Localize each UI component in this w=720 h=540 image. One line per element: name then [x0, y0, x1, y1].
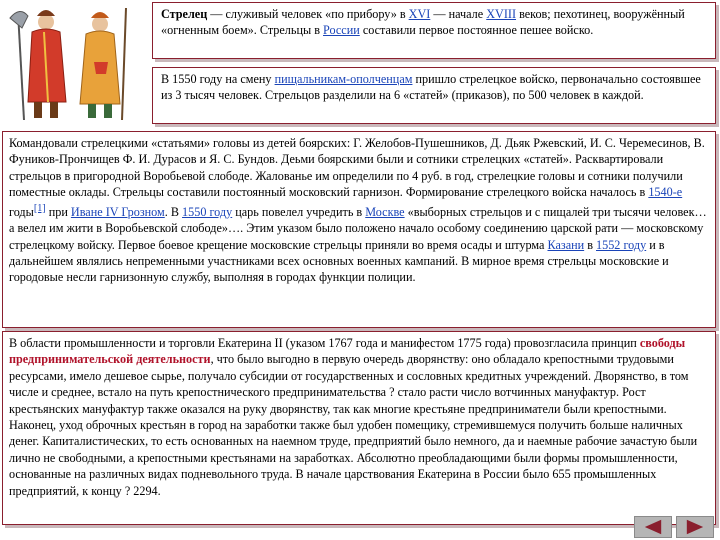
text-fragment: годы [9, 204, 34, 219]
text-fragment: веков; пехотинец, вооружённый «огненным боем». Стрельцы в [161, 7, 685, 38]
catherine-economy-box [2, 331, 716, 525]
text-fragment: составили первое постоянное пешее войско. [359, 23, 594, 38]
link-1550[interactable]: 1550 году [182, 204, 233, 219]
command-history-text [9, 135, 709, 286]
link-xviii-century[interactable]: XVIII [486, 7, 517, 21]
founding-box [152, 67, 716, 124]
prev-slide-button[interactable] [634, 516, 672, 538]
link-kazan[interactable]: Казани [547, 237, 585, 252]
link-pishchalniki-militia[interactable]: пищальникам-ополченцам [274, 72, 413, 86]
streltsy-illustration [4, 2, 144, 123]
text-fragment: Командовали стрелецкими «статьями» головы из детей боярских: Г. Желобов-Пушешников, Д. Дьяк Ржевский, И. С. Черемесинов, В. Фуников-Прончищев Ф. И. Дурасов и Я. С. Бундов. Деьми боярскими были и сотники стрелецких «статей». Расквартировали стрельцов в пригородной Воробьевой слободе. Жалованье им определили по 4 руб. в год, стрелецкие головы и сотники получили поместные оклады. Стрельцы составили постоянный московский гарнизон. Формирование стрелецкого войска началось в [9, 136, 705, 200]
text-fragment: и в дальнейшем являлись непременными участниками всех основных военных кампаний. В мирное время стрельцы московские и городовые несли гарнизонную службу, выполняя в городах функции полиции. [9, 237, 669, 285]
text-fragment: царь повелел учредить в [232, 204, 366, 219]
link-1552[interactable]: 1552 году [596, 237, 647, 252]
text-fragment: . В [164, 204, 183, 219]
definition-text [161, 6, 707, 39]
text-fragment: пришло стрелецкое войско, первоначально состоявшее из 3 тысяч человек. Стрельцов разделили на 6 «статей» (приказов), по 500 человек в каждой. [161, 72, 701, 103]
text-fragment: В области промышленности и торговли Екатерина II (указом 1767 года и манифестом 1775 года) провозгласила принцип [9, 336, 640, 350]
link-russia[interactable]: России [323, 23, 360, 38]
text-fragment: «выборных стрельцов и с пищалей три тысячи человек… а велел им жити в Воробьевской слободе»…. Этим указом было положено начало особому соединению царской рати — московскому стрелецкому войску. Первое боевое крещение московские стрельцы приняли во время осады и штурма [9, 204, 707, 252]
link-1540s[interactable]: 1540-е [648, 185, 683, 200]
link-moscow[interactable]: Москве [365, 204, 405, 219]
text-fragment: , что было выгодно в первую очередь дворянству: оно обладало крепостными трудовыми ресурсами, имело дешевое сырье, получало субсидии от государственных и сословных кредитных учреждений. Дворянство, в том числе и среднее, встало на путь крепостнического предпринимательства ? стало расти число вотчинных мануфактур. Рост крестьянских мануфактур также оказался на руку дворянству, так как многие крестьяне предприниматели были крепостными. Наконец, уход оброчных крестьян в город на заработки также был удобен помещику, стремившемуся получить больше наличных денег. Капиталистических, то есть основанных на наемном труде, предприятий было немного, да и наемные рабочие зачастую были лично не свободными, а крепостными крестьянами на заработках. Абсолютно преобладающими были формы промышленности, основанные на различных видах подневольного труда. В начале царствования Екатерина в России было 655 промышленных предприятий, к концу ? 2294. [9, 352, 698, 498]
highlight-free-enterprise: свободы предпринимательской деятельности [9, 336, 686, 367]
footnote-ref-1[interactable]: [1] [33, 202, 46, 214]
link-xvi-century[interactable]: XVI [408, 7, 431, 21]
text-fragment: — начале [430, 7, 487, 21]
founding-text [161, 71, 707, 104]
text-fragment: В 1550 году на смену [161, 72, 275, 86]
catherine-economy-text [9, 335, 709, 499]
term-strelets: Стрелец [161, 7, 208, 21]
text-fragment: — служивый человек «по прибору» в [207, 7, 409, 21]
next-slide-button[interactable] [676, 516, 714, 538]
arrow-left-icon [635, 517, 671, 537]
definition-box [152, 2, 716, 59]
command-history-box [2, 131, 716, 328]
text-fragment: в [584, 237, 597, 252]
arrow-right-icon [677, 517, 713, 537]
text-fragment: при [45, 204, 71, 219]
link-ivan-iv[interactable]: Иване IV Грозном [70, 204, 165, 219]
